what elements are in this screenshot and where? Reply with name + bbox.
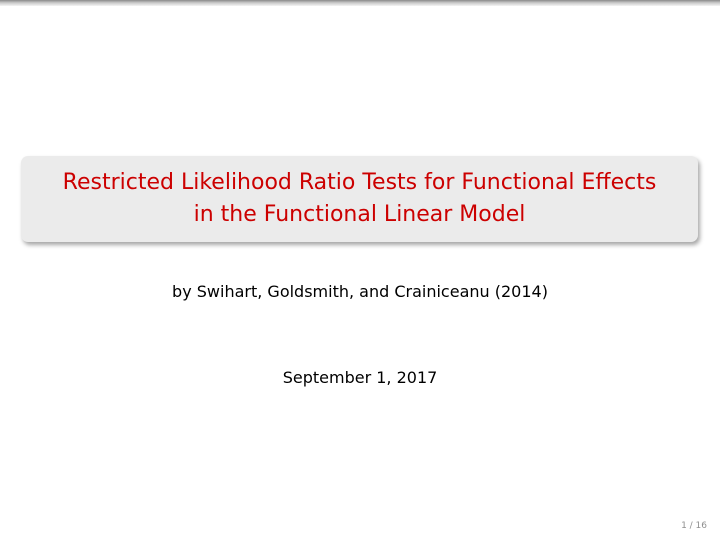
slide-title-line-2: in the Functional Linear Model bbox=[193, 202, 526, 227]
date-line: September 1, 2017 bbox=[282, 368, 438, 387]
top-header-rule bbox=[0, 0, 720, 6]
title-box bbox=[21, 156, 698, 242]
slide-title-line-1: Restricted Likelihood Ratio Tests for Functional Effects bbox=[62, 170, 657, 195]
page-number: 1 / 16 bbox=[681, 521, 707, 531]
author-line: by Swihart, Goldsmith, and Crainiceanu (2014) bbox=[172, 282, 548, 301]
